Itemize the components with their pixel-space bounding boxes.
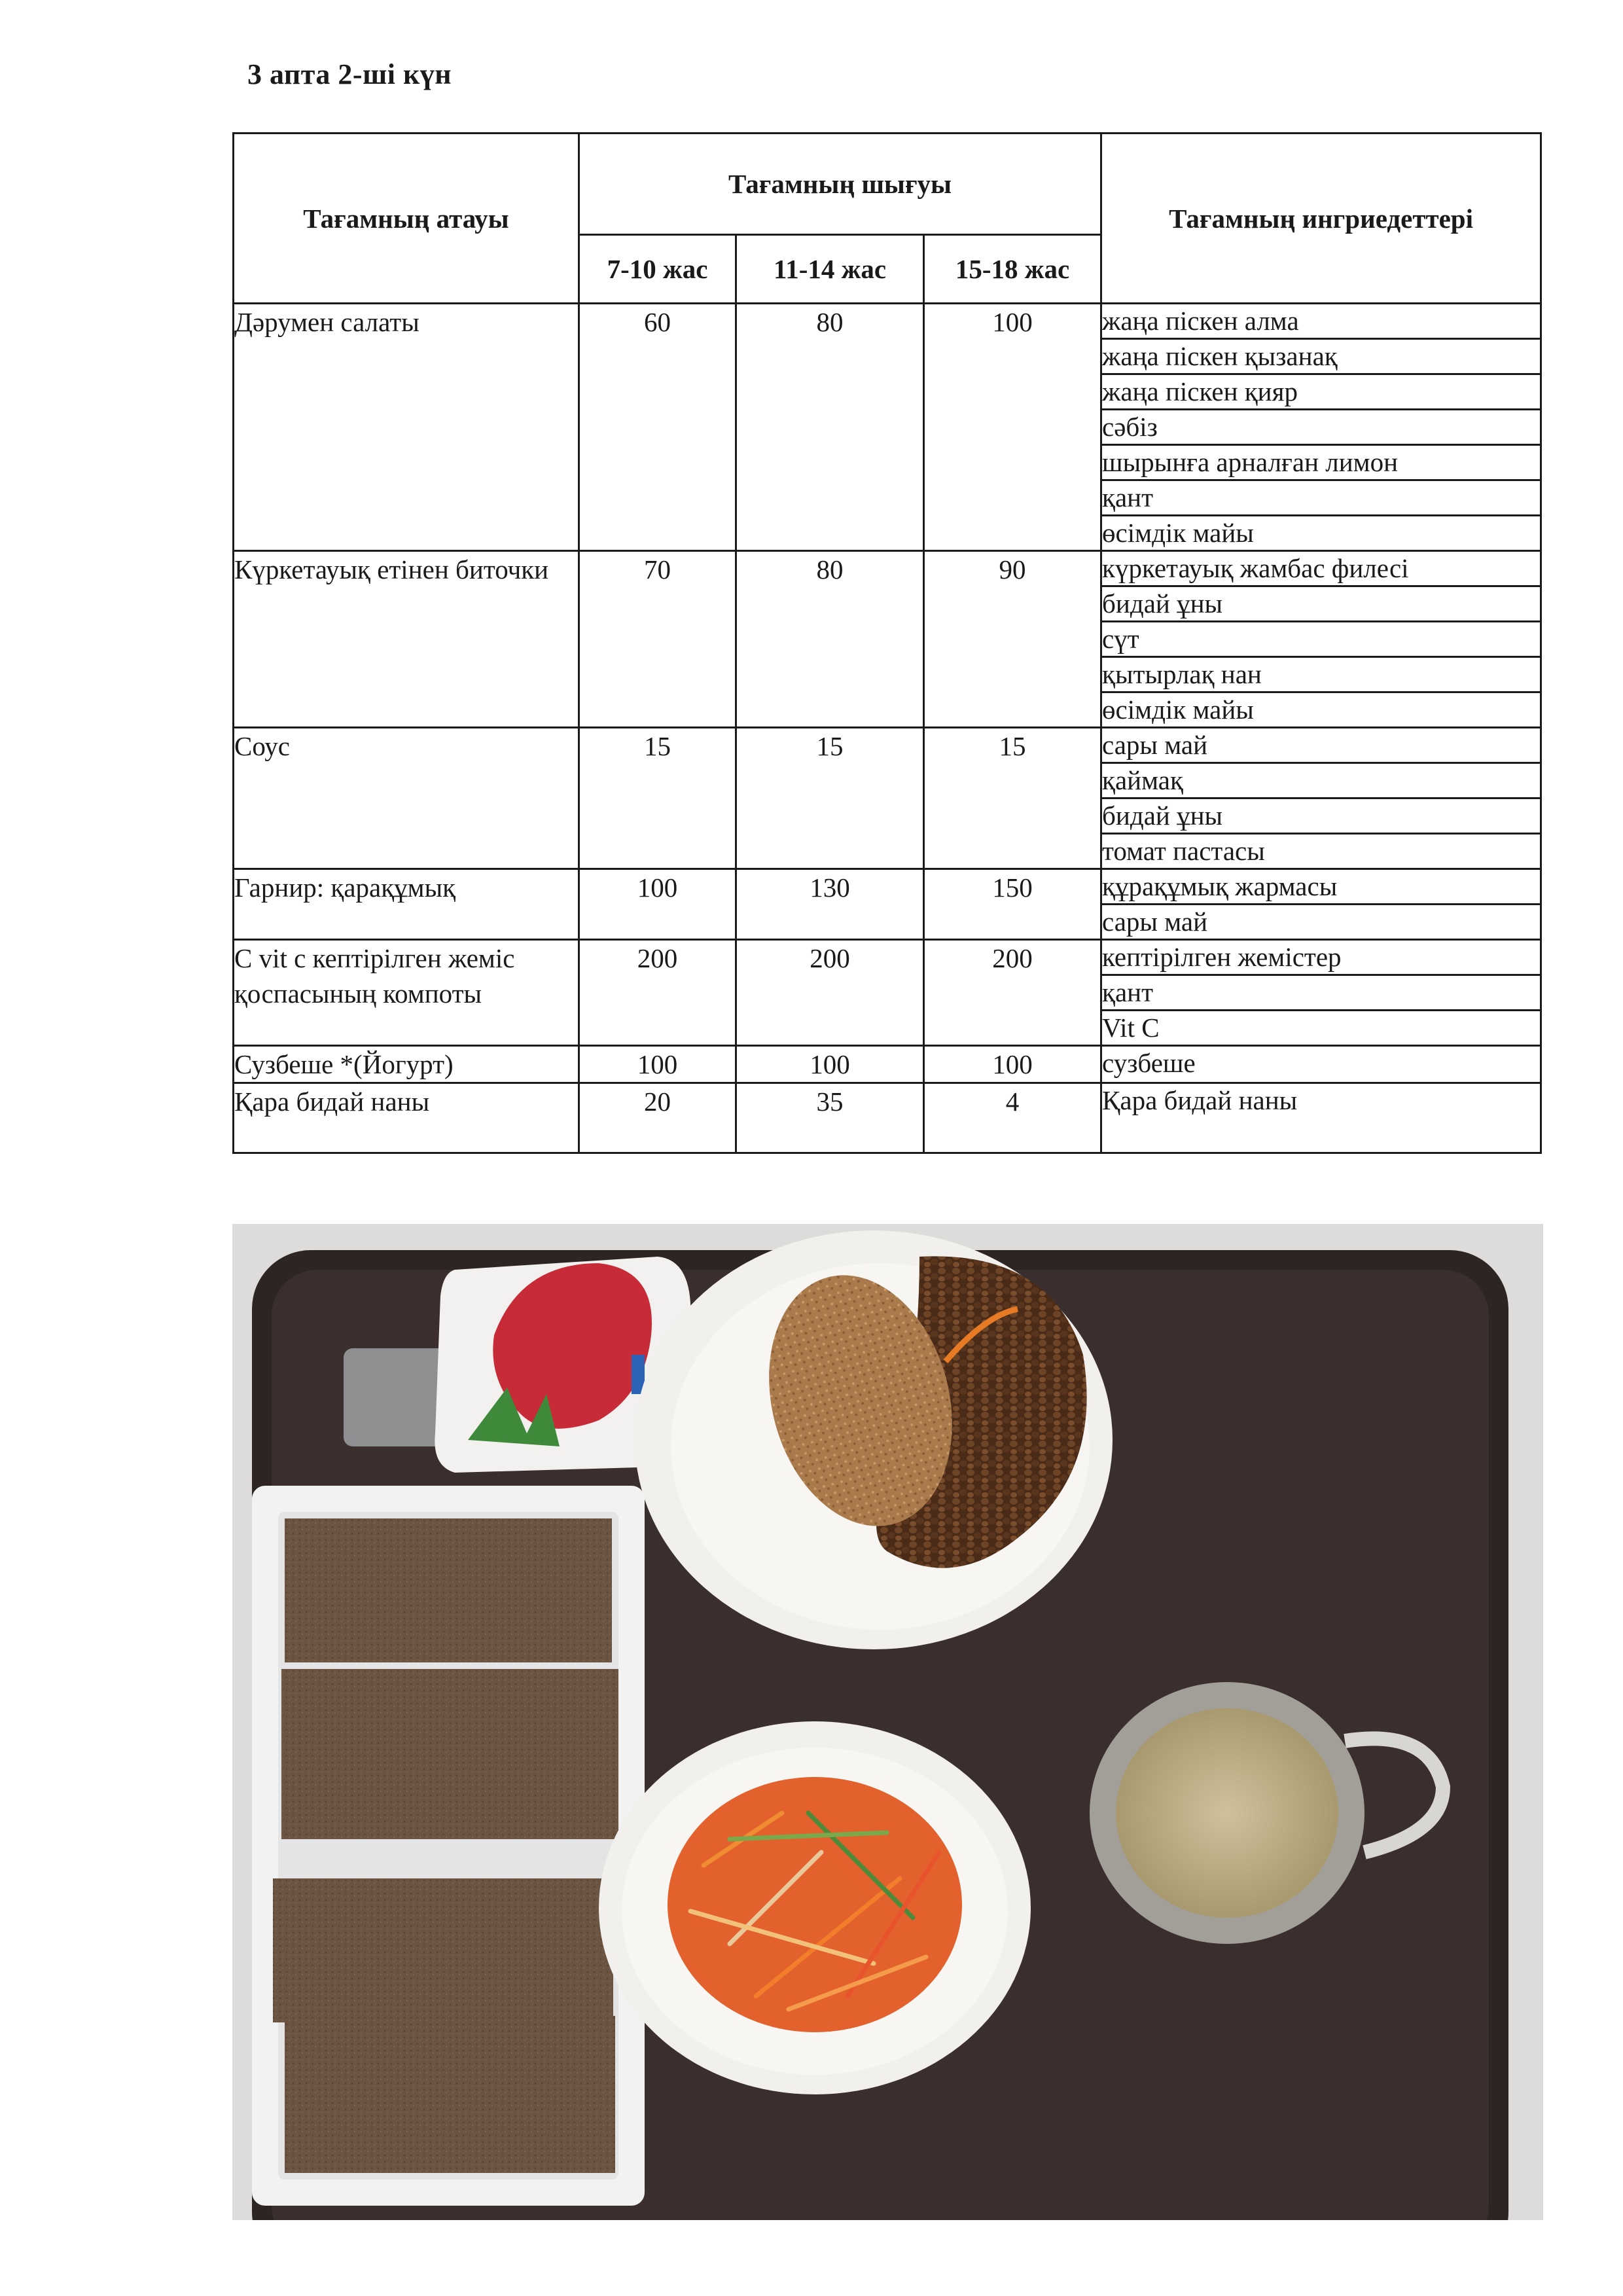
amount-11-14: 80: [736, 551, 924, 728]
amount-7-10: 70: [579, 551, 736, 728]
table-row: [234, 940, 1541, 975]
table-row: [234, 1046, 1541, 1083]
ingredient: кептірілген жемістер: [1101, 940, 1541, 975]
ingredient: Қара бидай наны: [1101, 1083, 1541, 1153]
amount-11-14: 35: [736, 1083, 924, 1153]
ingredient: құрақұмық жармасы: [1101, 869, 1541, 905]
ingredient: томат пастасы: [1101, 834, 1541, 869]
ingredient: өсімдік майы: [1101, 516, 1541, 551]
amount-15-18: 150: [924, 869, 1101, 940]
ingredient: шырынға арналған лимон: [1101, 445, 1541, 480]
meal-photo: [232, 1224, 1543, 2220]
ingredient: қант: [1101, 975, 1541, 1011]
amount-11-14: 130: [736, 869, 924, 940]
ingredient: жаңа піскен қызанақ: [1101, 339, 1541, 374]
amount-7-10: 20: [579, 1083, 736, 1153]
dish-name: С vit с кептірілген жеміс қоспасының компоты: [234, 940, 579, 1046]
amount-7-10: 100: [579, 869, 736, 940]
table-row: [234, 551, 1541, 586]
amount-11-14: 80: [736, 304, 924, 551]
header-age-11-14: 11-14 жас: [736, 235, 924, 304]
amount-11-14: 15: [736, 728, 924, 869]
header-dish-name: Тағамның атауы: [234, 134, 579, 304]
ingredient: бидай ұны: [1101, 798, 1541, 834]
menu-table: [232, 132, 1542, 1154]
ingredient: өсімдік майы: [1101, 692, 1541, 728]
dish-name: Сузбеше *(Йогурт): [234, 1046, 579, 1083]
header-output: Тағамның шығуы: [579, 134, 1101, 235]
ingredient: сүт: [1101, 622, 1541, 657]
dish-name: Күркетауық етінен биточки: [234, 551, 579, 728]
amount-11-14: 100: [736, 1046, 924, 1083]
amount-15-18: 100: [924, 1046, 1101, 1083]
dish-name: Дәрумен салаты: [234, 304, 579, 551]
amount-7-10: 15: [579, 728, 736, 869]
ingredient: бидай ұны: [1101, 586, 1541, 622]
ingredient: сузбеше: [1101, 1046, 1541, 1083]
dish-name: Соус: [234, 728, 579, 869]
amount-15-18: 90: [924, 551, 1101, 728]
ingredient: қаймақ: [1101, 763, 1541, 798]
ingredient: қант: [1101, 480, 1541, 516]
dish-name: Қара бидай наны: [234, 1083, 579, 1153]
table-row: [234, 869, 1541, 905]
amount-7-10: 100: [579, 1046, 736, 1083]
ingredient: сары май: [1101, 905, 1541, 940]
amount-7-10: 60: [579, 304, 736, 551]
header-age-7-10: 7-10 жас: [579, 235, 736, 304]
ingredient: сары май: [1101, 728, 1541, 763]
header-age-15-18: 15-18 жас: [924, 235, 1101, 304]
table-row: [234, 728, 1541, 763]
ingredient: сәбіз: [1101, 410, 1541, 445]
ingredient: қытырлақ нан: [1101, 657, 1541, 692]
menu-table-body: [234, 304, 1541, 1153]
ingredient: күркетауық жамбас филесі: [1101, 551, 1541, 586]
amount-15-18: 15: [924, 728, 1101, 869]
meal-photo-illustration: [232, 1224, 1543, 2220]
ingredient: жаңа піскен қияр: [1101, 374, 1541, 410]
page-title: 3 апта 2-ші күн: [247, 58, 452, 90]
dish-name: Гарнир: қарақұмық: [234, 869, 579, 940]
amount-15-18: 200: [924, 940, 1101, 1046]
ingredient: Vit C: [1101, 1011, 1541, 1046]
ingredient: жаңа піскен алма: [1101, 304, 1541, 339]
amount-15-18: 4: [924, 1083, 1101, 1153]
header-ingredients: Тағамның ингриедеттері: [1101, 134, 1541, 304]
table-row: [234, 304, 1541, 339]
amount-15-18: 100: [924, 304, 1101, 551]
amount-11-14: 200: [736, 940, 924, 1046]
table-row: [234, 1083, 1541, 1153]
amount-7-10: 200: [579, 940, 736, 1046]
